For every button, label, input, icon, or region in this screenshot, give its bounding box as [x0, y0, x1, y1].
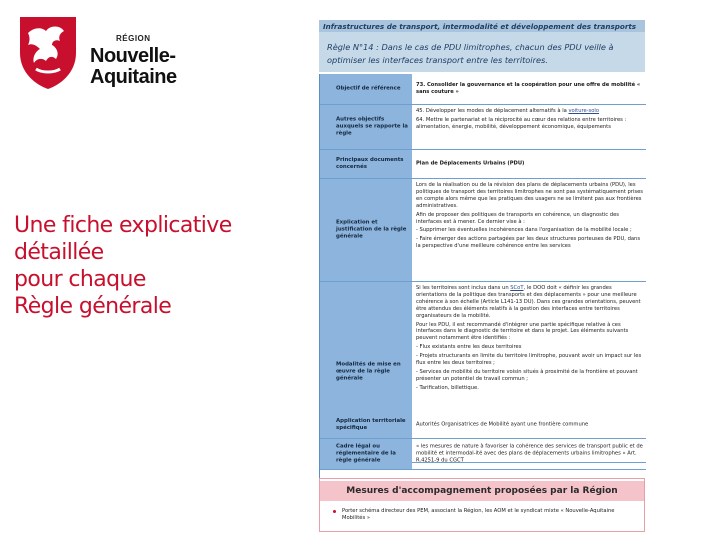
table-row — [320, 74, 646, 105]
row-label: Application territoriale spécifique — [320, 412, 412, 438]
table-row — [320, 105, 646, 150]
document-title: Infrastructures de transport, intermodalité et développement des transports — [323, 22, 637, 31]
rule-subtitle: Règle N°14 : Dans le cas de PDU limitrophes, chacun des PDU veille à optimiser les interfaces transport entre les territoires. — [327, 42, 614, 65]
row-label: Objectif de référence — [320, 74, 412, 104]
heading-line: pour chaque — [14, 267, 146, 292]
logo-region-label: RÉGION — [116, 34, 151, 43]
document-header — [319, 20, 645, 72]
row-value: 45. Développer les modes de déplacement alternatifs à la voiture-solo 64. Mettre le partenariat et la réciprocité au cœur des relations entre territoires : alimentation, énergie, mobilité, développement économique, équipements — [416, 108, 627, 130]
table-row — [320, 179, 646, 282]
row-value: Autorités Organisatrices de Mobilité ayant une frontière commune — [416, 421, 589, 428]
support-measures-title: Mesures d'accompagnement proposées par la Région — [320, 481, 644, 501]
support-measures-box — [319, 478, 645, 532]
table-row — [320, 150, 646, 179]
row-value: Plan de Déplacements Urbains (PDU) — [416, 160, 525, 167]
rule-table — [319, 74, 646, 494]
rule-sheet-document — [319, 20, 645, 532]
support-measure-item: Porter schéma directeur des PEM, associant la Région, les AOM et le syndicat mixte « Nouvelle-Aquitaine Mobilités » — [342, 508, 615, 521]
heading-line: Règle générale — [14, 294, 172, 319]
heading-line: Une fiche explicative — [14, 213, 232, 238]
row-value: « les mesures de nature à favoriser la cohérence des services de transport public et de mobilité et intermodal-ité avec des plans de déplacements urbains limitrophes » Art. R.4251-9 du CGCT — [416, 443, 643, 464]
row-value: Lors de la réalisation ou de la révision des plans de déplacements urbains (PDU), les politiques de transport des territoires limitrophes ne sont pas systématiquement prises en compte alors même que les pratiques des usagers ne se limitent pas aux frontières administratives. Afin de proposer des politiques de transports en cohérence, un diagnostic des interfaces est à mener. Ce dernier vise à : - Supprimer les éventuelles incohérences dans l'organisation de la mobilité locale ; - Faire émerger des actions partagées par les deux structures porteuses de PDU, dans la perspective d'une meilleure cohérence entre les services — [416, 182, 643, 250]
region-logo — [16, 13, 191, 97]
row-label: Explication et justification de la règle générale — [320, 179, 412, 281]
row-value: 73. Consolider la gouvernance et la coopération pour une offre de mobilité « sans couture » — [416, 82, 641, 95]
row-value: Si les territoires sont inclus dans un SCoT, le DOO doit « définir les grandes orientations de la politique des transports et des déplacements » pour une meilleure cohérence à son échelle (Article L141-13 DU). Dans ces grandes orientations, peuvent être attendus des éléments relatifs à la gestion des interfaces entre territoires organisateurs de la mobilité. Pour les PDU, il est recommandé d'intégrer une partie spécifique relative à ces interfaces dans le diagnostic de territoire et dans le projet. Les éléments suivants peuvent notamment être identifiés : - Flux existants entre les deux territoires - Projets structurants en limite du territoire limitrophe, pouvant avoir un impact sur les flux entre les deux territoires ; - Services de mobilité du territoire voisin situés à proximité de la frontière et pouvant présenter un potentiel de travail commun ; - Tarification, billettique. — [416, 285, 642, 391]
heading-line: détaillée — [14, 240, 104, 265]
row-label: Principaux documents concernés — [320, 150, 412, 178]
row-label: Autres objectifs auxquels se rapporte la règle — [320, 105, 412, 149]
logo-name-line2: Aquitaine — [90, 66, 177, 88]
slide-heading — [14, 212, 264, 320]
table-row — [320, 412, 646, 439]
table-row — [320, 439, 646, 470]
bullet-icon — [333, 510, 336, 513]
row-label: Cadre légal ou réglementaire de la règle générale — [320, 439, 412, 469]
lion-shield-icon — [16, 13, 80, 91]
row-label: Modalités de mise en œuvre de la règle générale — [320, 282, 412, 462]
logo-name-line1: Nouvelle- — [90, 45, 176, 67]
